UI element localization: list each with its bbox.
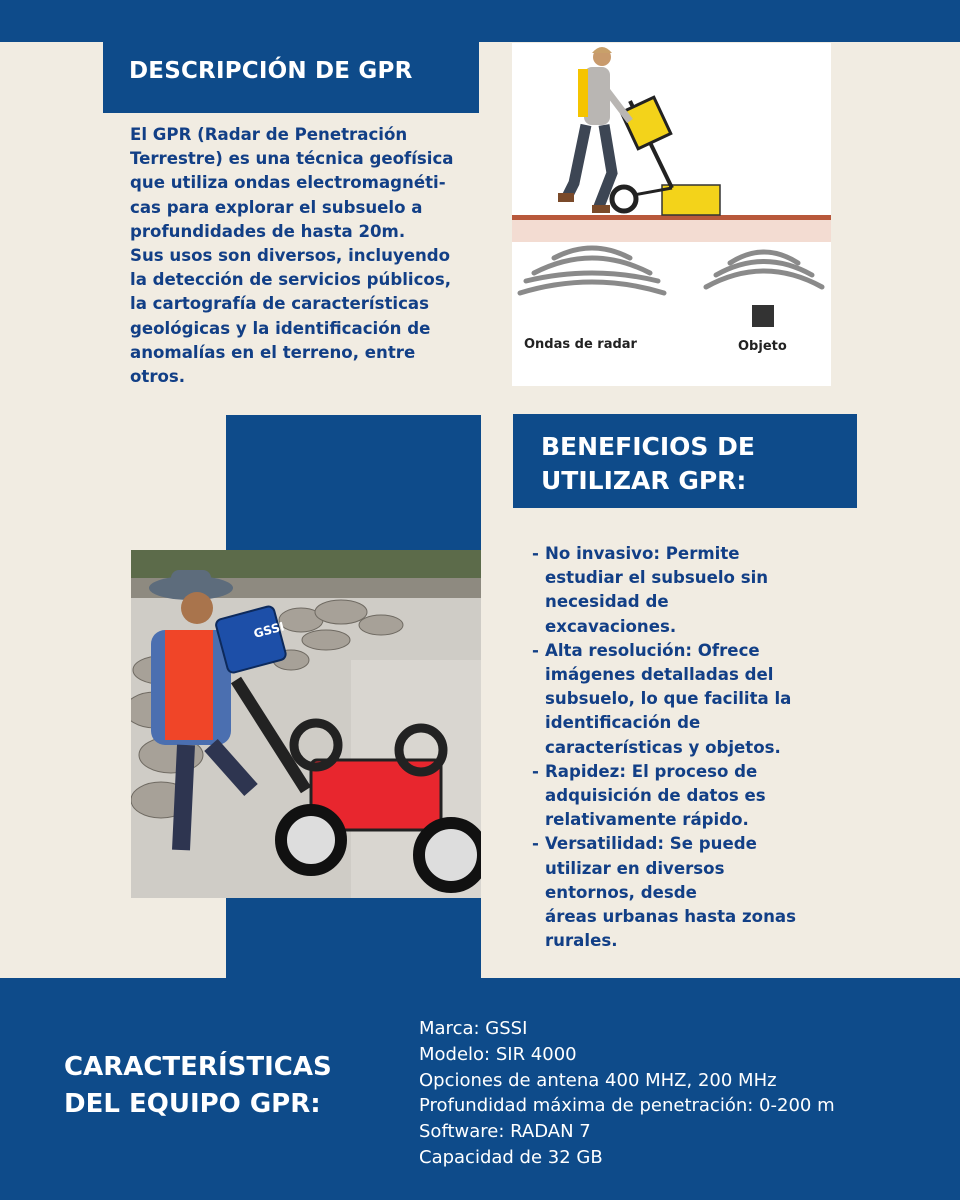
control-unit-brand: GSSI bbox=[252, 619, 286, 641]
label-radar-waves: Ondas de radar bbox=[524, 337, 637, 352]
list-dash: - bbox=[532, 834, 539, 854]
top-bar bbox=[0, 0, 960, 42]
benefit-item bbox=[532, 832, 842, 953]
spec-depth: Profundidad máxima de penetración: 0-200 m bbox=[419, 1095, 835, 1117]
benefit-text: Alta resolución: Ofrece imágenes detalladas del subsuelo, lo que facilita la identificación de características y objetos. bbox=[545, 640, 792, 757]
gpr-field-photo bbox=[131, 550, 481, 898]
benefits-title-line1: BENEFICIOS DE bbox=[541, 432, 755, 461]
spec-software: Software: RADAN 7 bbox=[419, 1121, 591, 1143]
object-square-icon bbox=[752, 305, 774, 327]
description-title: DESCRIPCIÓN DE GPR bbox=[103, 42, 479, 113]
label-object: Objeto bbox=[738, 339, 787, 354]
benefit-item bbox=[532, 760, 842, 833]
spec-brand: Marca: GSSI bbox=[419, 1018, 528, 1039]
benefits-title bbox=[513, 414, 857, 508]
spec-antenna: Opciones de antena 400 MHZ, 200 MHz bbox=[419, 1069, 777, 1091]
benefit-item bbox=[532, 639, 842, 760]
features-title: CARACTERÍSTICAS DEL EQUIPO GPR: bbox=[64, 1052, 332, 1119]
benefit-text: Versatilidad: Se puede utilizar en diversos entornos, desde áreas urbanas hasta zonas rurales. bbox=[545, 834, 796, 951]
list-dash: - bbox=[532, 640, 539, 660]
description-body: El GPR (Radar de Penetración Terrestre) es una técnica geofísica que utiliza ondas electromagnéti- cas para explorar el subsuelo a profundidades de hasta 20m. Sus usos son diversos, incluyendo la detección de servicios públicos, la cartografía de características geológicas y la identificación de anomalías en el terreno, entre otros. bbox=[130, 125, 454, 387]
gpr-field-photo-illustration bbox=[131, 550, 481, 898]
list-dash: - bbox=[532, 544, 539, 563]
gpr-diagram bbox=[512, 43, 831, 386]
benefit-text: Rapidez: El proceso de adquisición de datos es relativamente rápido. bbox=[545, 761, 766, 830]
spec-list bbox=[419, 1016, 939, 1171]
list-dash: - bbox=[532, 761, 539, 781]
radar-waves-icon bbox=[520, 248, 664, 293]
benefit-text: No invasivo: Permite estudiar el subsuelo sin necesidad de excavaciones. bbox=[545, 544, 769, 636]
object-waves-icon bbox=[706, 252, 822, 287]
benefits-title-line2: UTILIZAR GPR: bbox=[541, 466, 747, 495]
spec-capacity: Capacidad de 32 GB bbox=[419, 1146, 603, 1168]
benefit-item bbox=[532, 542, 842, 639]
spec-model: Modelo: SIR 4000 bbox=[419, 1043, 577, 1065]
benefits-list bbox=[532, 542, 842, 953]
gpr-diagram-illustration bbox=[512, 43, 831, 386]
